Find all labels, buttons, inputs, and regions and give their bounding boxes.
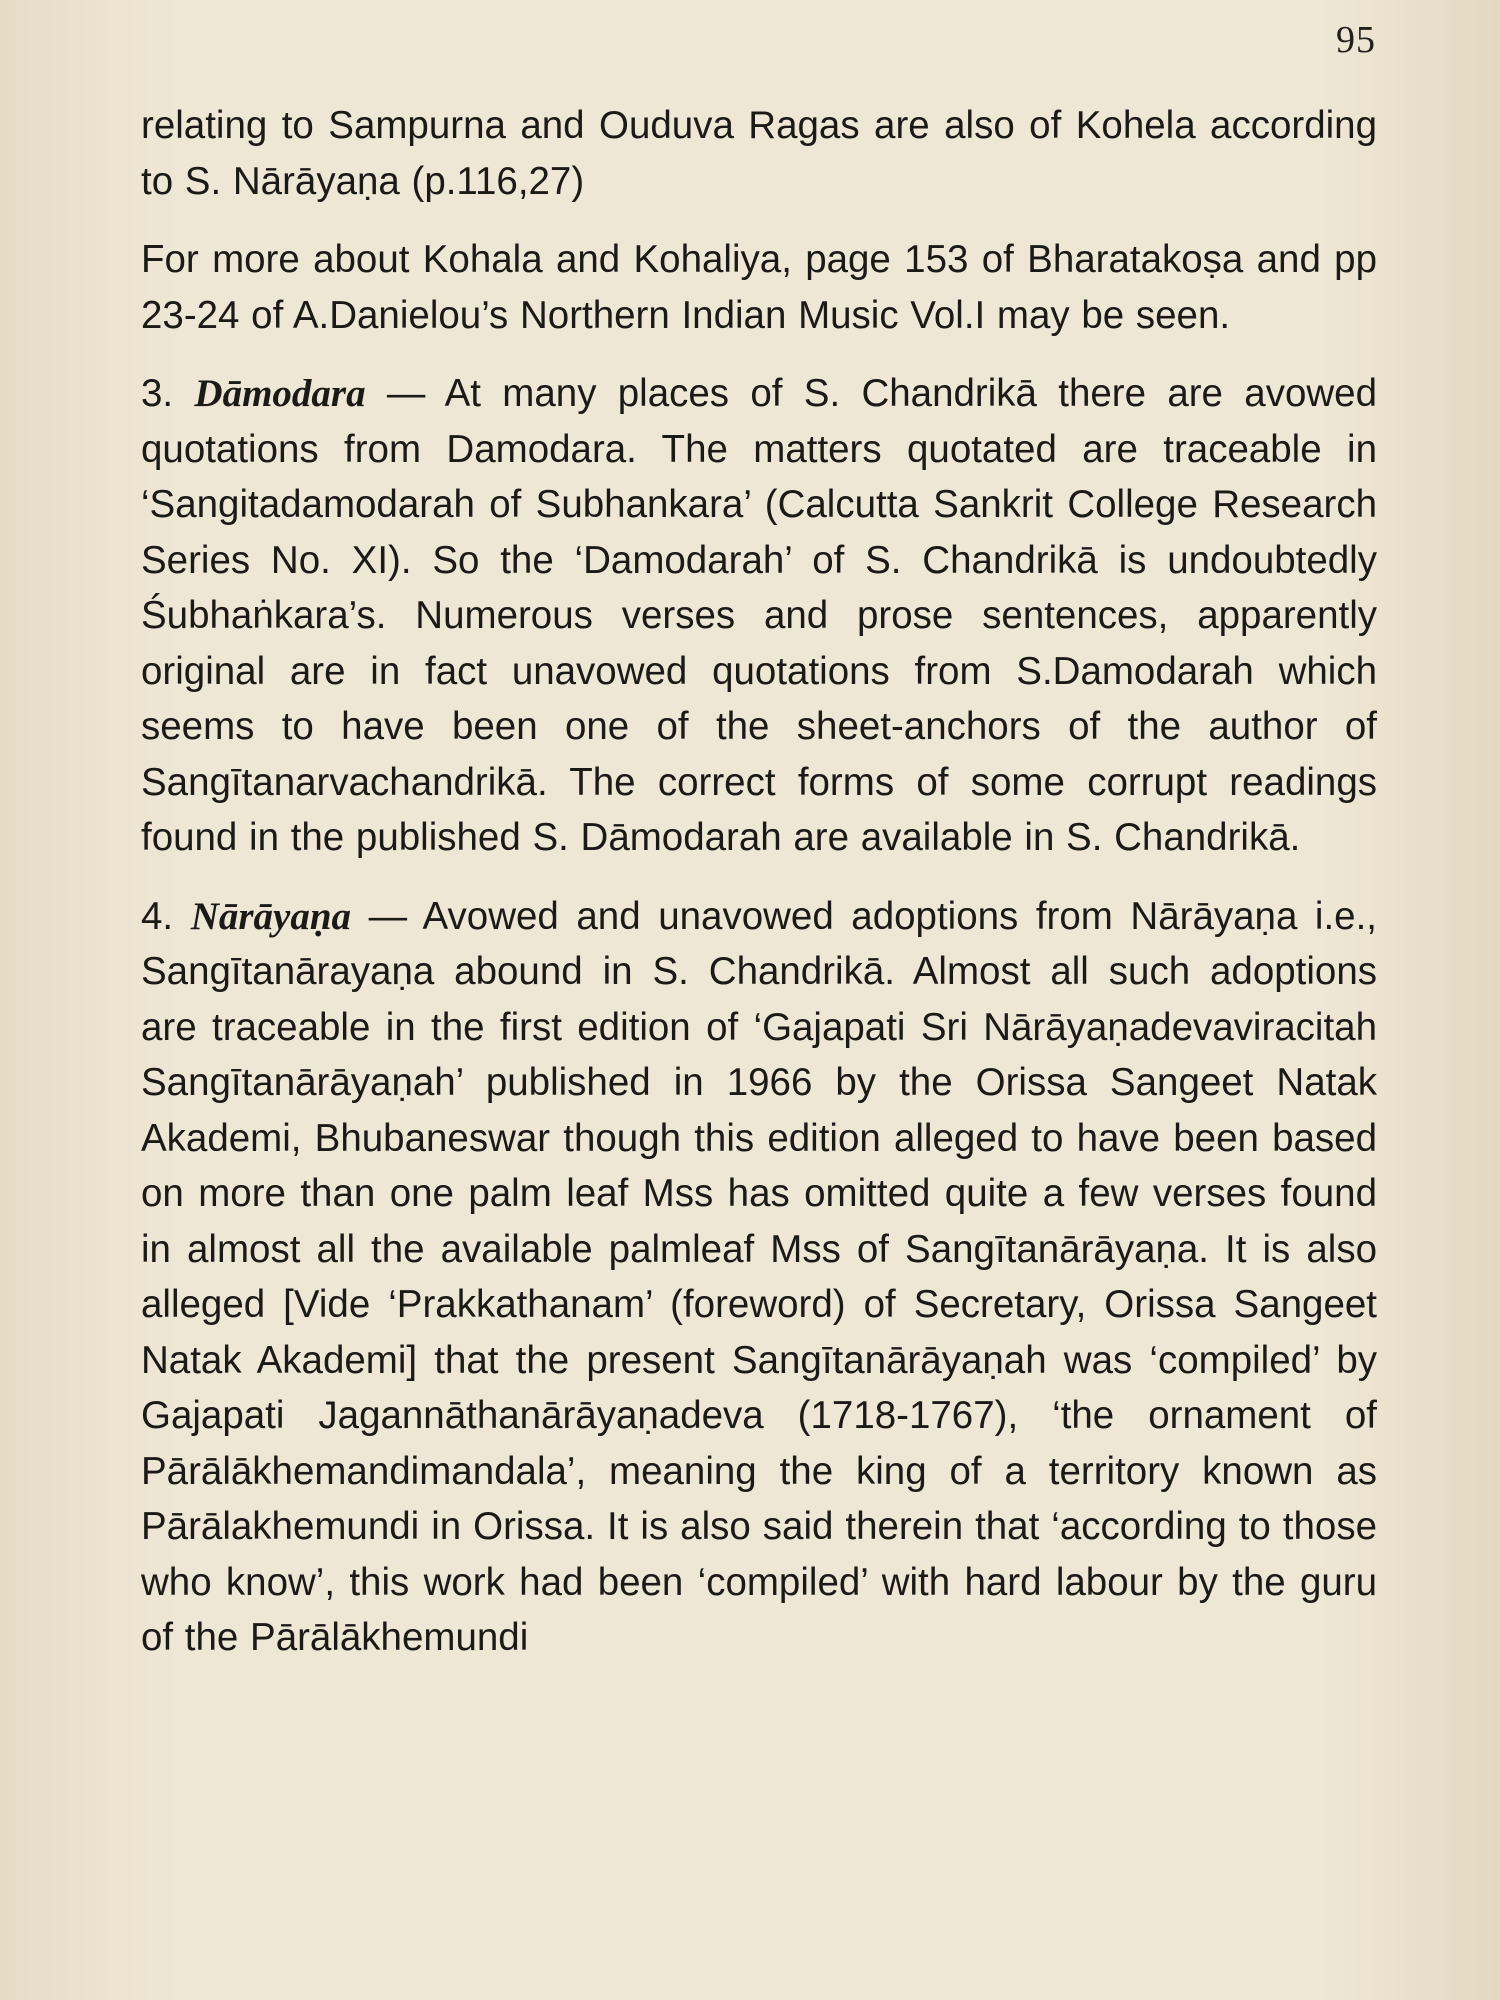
paragraph-text: For more about Kohala and Kohaliya, page 153 of Bharatakoṣa and pp 23-24 of A.Danielou’s Northern Indian Music Vol.I may be seen. xyxy=(141,238,1377,337)
paragraph-kohela-continuation xyxy=(141,98,1377,209)
paragraph-kohala-reference xyxy=(141,232,1377,343)
paragraph-damodara xyxy=(141,366,1377,866)
section-term: Dāmodara xyxy=(194,372,366,415)
paragraph-text: — At many places of S. Chandrikā there are avowed quotations from Damodara. The matters quotated are traceable in ‘Sangitadamodarah of Subhankara’ (Calcutta Sankrit College Research Series No. XI). So the ‘Damodarah’ of S. Chandrikā is undoubtedly Śubhaṅkara’s. Numerous verses and prose sentences, apparently original are in fact unavowed quotations from S.Damodarah which seems to have been one of the sheet-anchors of the author of Sangītanarvachandrikā. The correct forms of some corrupt readings found in the published S. Dāmodarah are available in S. Chandrikā. xyxy=(141,372,1377,859)
page-number: 95 xyxy=(1336,19,1376,61)
section-number: 4. xyxy=(141,894,174,938)
paragraph-text: — Avowed and unavowed adoptions from Nārāyaṇa i.e., Sangītanārayaṇa abound in S. Chandrikā. Almost all such adoptions are traceable in the first edition of ‘Gajapati Sri Nārāyaṇadevaviracitah Sangītanārāyaṇah’ published in 1966 by the Orissa Sangeet Natak Akademi, Bhubaneswar though this edition alleged to have been based on more than one palm leaf Mss has omitted quite a few verses found in almost all the available palmleaf Mss of Sangītanārāyaṇa. It is also alleged [Vide ‘Prakkathanam’ (foreword) of Secretary, Orissa Sangeet Natak Akademi] that the present Sangītanārāyaṇah was ‘compiled’ by Gajapati Jagannāthanārāyaṇadeva (1718-1767), ‘the ornament of Pārālākhemandimandala’, meaning the king of a territory known as Pārālakhemundi in Orissa. It is also said therein that ‘according to those who know’, this work had been ‘compiled’ with hard labour by the guru of the Pārālākhemundi xyxy=(141,894,1377,1659)
paragraph-narayana xyxy=(141,889,1377,1666)
section-term: Nārāyaṇa xyxy=(190,894,352,938)
paragraph-text: relating to Sampurna and Ouduva Ragas are also of Kohela according to S. Nārāyaṇa (p.116,27) xyxy=(141,104,1377,203)
body-text xyxy=(141,98,1377,1666)
section-number: 3. xyxy=(141,372,174,415)
